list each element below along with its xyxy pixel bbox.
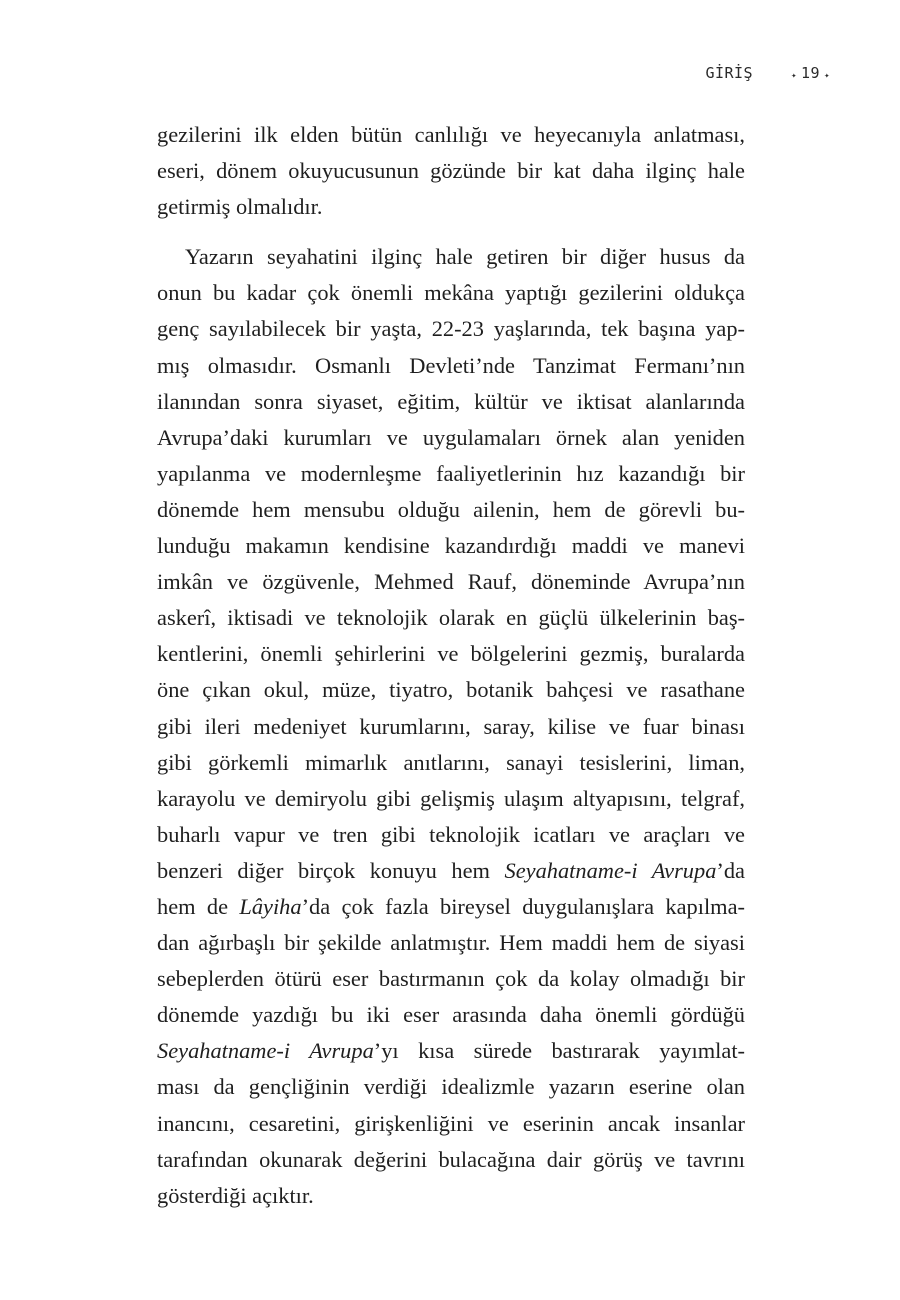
- body-text: [157, 117, 745, 1214]
- text-segment: yapılanma ve modernleşme faaliyetlerinin hız kazandığı bir: [157, 460, 745, 486]
- text-segment: benzeri diğer birçok konuyu hem: [157, 857, 505, 883]
- text-line: [157, 709, 745, 745]
- text-line: [157, 311, 745, 347]
- text-segment: onun bu kadar çok önemli mekâna yaptığı gezilerini oldukça: [157, 280, 745, 306]
- text-segment: ması da gençliğinin verdiği idealizmle yazarın eserine olan: [157, 1074, 745, 1100]
- text-segment: dönemde yazdığı bu iki eser arasında daha önemli gördüğü: [157, 1002, 745, 1028]
- ornament-star-icon: ✦: [824, 71, 830, 81]
- text-segment: lunduğu makamın kendisine kazandırdığı maddi ve manevi: [157, 533, 745, 559]
- text-line: [157, 781, 745, 817]
- running-header: [705, 64, 830, 82]
- text-line: [157, 997, 745, 1033]
- text-segment: genç sayılabilecek bir yaşta, 22-23 yaşlarında, tek başına yap-: [157, 316, 745, 342]
- paragraph-gap: [157, 225, 745, 239]
- text-segment: sebeplerden ötürü eser bastırmanın çok da kolay olmadığı bir: [157, 966, 745, 992]
- text-line: [157, 384, 745, 420]
- text-segment: kentlerini, önemli şehirlerini ve bölgelerini gezmiş, buralarda: [157, 641, 745, 667]
- italic-title: Seyahatname-i Avrupa: [504, 857, 717, 883]
- text-line: [157, 239, 745, 275]
- text-segment: ’da: [716, 857, 745, 883]
- text-segment: imkân ve özgüvenle, Mehmed Rauf, döneminde Avrupa’nın: [157, 569, 745, 595]
- text-segment: eseri, dönem okuyucusunun gözünde bir kat daha ilginç hale: [157, 158, 745, 184]
- text-segment: ilanından sonra siyaset, eğitim, kültür ve iktisat alanlarında: [157, 388, 745, 414]
- text-line: [157, 492, 745, 528]
- section-title: GİRİŞ: [705, 64, 754, 82]
- text-segment: Yazarın seyahatini ilginç hale getiren bir diğer husus da: [185, 244, 745, 270]
- text-line: [157, 1106, 745, 1142]
- text-segment: gezilerini ilk elden bütün canlılığı ve heyecanıyla anlatması,: [157, 122, 745, 147]
- text-line: [157, 925, 745, 961]
- text-segment: askerî, iktisadi ve teknolojik olarak en güçlü ülkelerinin baş-: [157, 605, 745, 631]
- text-line: [157, 961, 745, 997]
- text-line: [157, 672, 745, 708]
- text-line: [157, 275, 745, 311]
- italic-title: Seyahatname-i Avrupa: [157, 1038, 374, 1064]
- text-segment: gibi görkemli mimarlık anıtlarını, sanayi tesislerini, liman,: [157, 749, 745, 775]
- text-segment: karayolu ve demiryolu gibi gelişmiş ulaşım altyapısını, telgraf,: [157, 785, 745, 811]
- text-segment: dönemde hem mensubu olduğu ailenin, hem de görevli bu-: [157, 496, 745, 522]
- text-segment: öne çıkan okul, müze, tiyatro, botanik bahçesi ve rasathane: [157, 677, 745, 703]
- text-line: [157, 1178, 745, 1214]
- paragraph: [157, 117, 745, 225]
- text-segment: ’yı kısa sürede bastırarak yayımlat-: [373, 1038, 745, 1064]
- text-segment: tarafından okunarak değerini bulacağına dair görüş ve tavrını: [157, 1146, 745, 1172]
- text-line: [157, 564, 745, 600]
- text-segment: gibi ileri medeniyet kurumlarını, saray, kilise ve fuar binası: [157, 713, 745, 739]
- text-segment: inancını, cesaretini, girişkenliğini ve eserinin ancak insanlar: [157, 1110, 745, 1136]
- text-segment: getirmiş olmalıdır.: [157, 194, 323, 220]
- text-line: [157, 600, 745, 636]
- text-line: [157, 117, 745, 153]
- text-line: [157, 853, 745, 889]
- text-line: [157, 817, 745, 853]
- text-segment: ’da çok fazla bireysel duygulanışlara kapılma-: [301, 893, 745, 919]
- text-line: [157, 189, 745, 225]
- text-line: [157, 348, 745, 384]
- text-segment: mış olmasıdır. Osmanlı Devleti’nde Tanzimat Fermanı’nın: [157, 352, 745, 378]
- text-segment: gösterdiği açıktır.: [157, 1182, 314, 1208]
- ornament-star-icon: ✦: [791, 71, 798, 81]
- text-line: [157, 153, 745, 189]
- text-line: [157, 1142, 745, 1178]
- paragraph: [157, 239, 745, 1214]
- text-segment: buharlı vapur ve tren gibi teknolojik icatları ve araçları ve: [157, 821, 745, 847]
- text-line: [157, 636, 745, 672]
- text-line: [157, 889, 745, 925]
- text-line: [157, 528, 745, 564]
- text-line: [157, 1033, 745, 1069]
- text-line: [157, 420, 745, 456]
- page-number: 19: [801, 64, 821, 82]
- text-segment: Avrupa’daki kurumları ve uygulamaları örnek alan yeniden: [157, 424, 745, 450]
- text-segment: dan ağırbaşlı bir şekilde anlatmıştır. Hem maddi hem de siyasi: [157, 930, 745, 956]
- text-line: [157, 456, 745, 492]
- text-line: [157, 1069, 745, 1105]
- italic-title: Lâyiha: [239, 893, 302, 919]
- text-segment: hem de: [157, 893, 240, 919]
- text-line: [157, 745, 745, 781]
